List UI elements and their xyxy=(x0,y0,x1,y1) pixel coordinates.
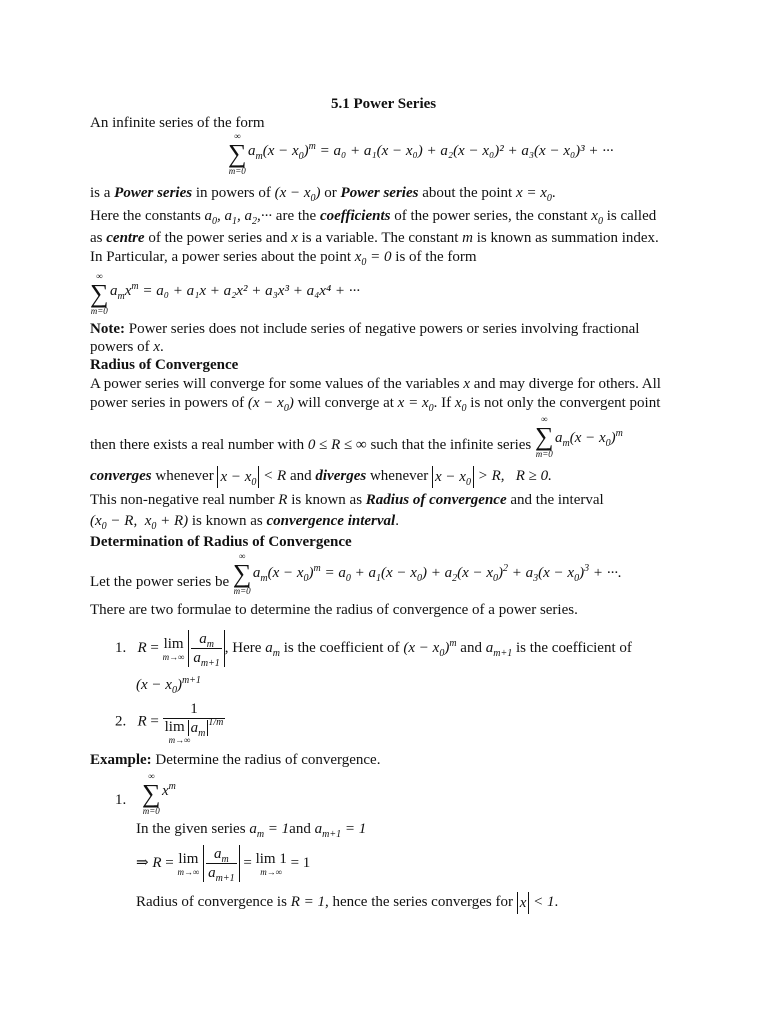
determination-heading: Determination of Radius of Convergence xyxy=(90,534,352,550)
radius-definition-line: This non-negative real number R is known as Radius of convergence and the interval xyxy=(90,492,604,508)
document-page: 5.1 Power Series An infinite series of the form ∞ ∑ m=0 $a_m(x - x_0)^m = a_0 + a_1(x - x_0) + a_2(x - x_0)^2 + a_3(x - x_0)^3$ + ··· is a Power series in powers of $(x - x_0)$ or Power series about the point $x = x_0$. Here the constants $a_0$, $a_1$, $a_2,\cdot\cdot\cdot$ are the coefficients of the power series, the constant $x_0$ is called as centre of the power series and x is a variable. The constant m is known as summation index. In Particular, a power series about the point $x_0 = 0$ is of the form ∞ ∑ m=0 $a_mx^m = a_0 + a_1x + a_2x^2 + a_3x^3 + a_4x^4$ + ··· Note: Power series does not include series of negative powers or series involving fractional powers of x. Radius of Convergence A power series will converge for some values of the variables x and may diverge for others. All power series in powers of $(x - x_0)$ will converge at $x = x_0$. If $x_0$ is not only the convergent point then there exists a real number with 0 ≤ R ≤ ∞ such that the infinite series ∞ ∑ m=0 $a_m(x - x_0)^m$ converges whenever $x - x_0 < R$ and diverges whenever $x - x_0 > R$, R ≥ 0. This non-negative real number R is known as Radius of convergence and the interval ($x_0 - R$, $x_0 + R$) is known as convergence interval. Determination of Radius of Convergence Let the power series be ∞ ∑ m=0 $a_m(x - x_0)^m = a_0 + a_1(x - x_0) + a_2(x - x_0)^2 + a_3(x - x_0)^3$ + ···. There are two formulae to determine the radius of convergence of a power series. 1. R = lim m→∞ $\frac{a_m}{a_{m+1}}$ , Here $a_m$ is the coefficient of $(x - x_0)^m$ and $a_{m+1}$ is the coefficient of $(x - x_0)^{m+1}$ 2. R = 1 $\lim a_m^{1/m}$ m→∞ Example: Determine the radius of convergence. 1. ∞ ∑ m=0 $x^m$ In the given series $a_m = 1and$ $a_{m+1} = 1$ ⇒ R = lim m→∞ $\frac{a_m}{a_{m+1}}$ = lim 1 m→∞ = 1 Radius of convergence is R = 1, hence the series converges for x < 1. xyxy=(0,0,768,1024)
radius-paragraph-line-2: power series in powers of $(x - x_0)$ will converge at $x = x_0$. If $x_0$ is not only the convergent point xyxy=(90,395,661,414)
note-text: Note: Power series does not include series of negative powers or series involving fractional xyxy=(90,321,640,337)
formula-1: 1. R = lim m→∞ $\frac{a_m}{a_{m+1}}$ , Here $a_m$ is the coefficient of $(x - x_0)^m$ and $a_{m+1}$ is the coefficient of xyxy=(115,631,632,669)
radius-paragraph-line-1: A power series will converge for some values of the variables x and may diverge for others. All xyxy=(90,376,661,392)
particular-case-text: In Particular, a power series about the point $x_0 = 0$ is of the form xyxy=(90,249,477,268)
coefficients-line-2: as centre of the power series and x is a variable. The constant m is known as summation index. xyxy=(90,230,659,246)
example-1-computation: ⇒ R = lim m→∞ $\frac{a_m}{a_{m+1}}$ = lim 1 m→∞ = 1 xyxy=(136,846,311,884)
formula-1-continuation: $(x - x_0)^{m+1}$ xyxy=(136,675,201,696)
let-power-series-line: Let the power series be ∞ ∑ m=0 $a_m(x - x_0)^m = a_0 + a_1(x - x_0) + a_2(x - x_0)^2 + a_3(x - x_0)^3$ + ···. xyxy=(90,551,622,596)
radius-heading: Radius of Convergence xyxy=(90,357,239,373)
example-1-result: Radius of convergence is R = 1, hence the series converges for x < 1. xyxy=(136,891,558,914)
power-series-definition: is a Power series in powers of $(x - x_0)$ or Power series about the point $x = x_0$. xyxy=(90,185,556,204)
converges-diverges-line: converges whenever $x - x_0 < R$ and diverges whenever $x - x_0 > R$, R ≥ 0. xyxy=(90,465,552,488)
section-title: 5.1 Power Series xyxy=(331,96,437,112)
formula-2: 2. R = 1 $\lim a_m^{1/m}$ m→∞ xyxy=(115,701,224,745)
example-1-given: In the given series $a_m = 1and$ $a_{m+1} = 1$ xyxy=(136,821,367,840)
example-line: Example: Determine the radius of convergence. xyxy=(90,752,381,768)
example-1-series: 1. ∞ ∑ m=0 $x^m$ xyxy=(115,771,176,816)
two-formulae-text: There are two formulae to determine the radius of convergence of a power series. xyxy=(90,602,578,618)
intro-text: An infinite series of the form xyxy=(90,115,265,131)
radius-paragraph-line-3: then there exists a real number with 0 ≤ R ≤ ∞ such that the infinite series ∞ ∑ m=0 $a_m(x - x_0)^m$ xyxy=(90,414,623,459)
note-text-line-2: powers of x. xyxy=(90,339,164,355)
convergence-interval-line: ($x_0 - R$, $x_0 + R$) is known as convergence interval. xyxy=(90,513,399,532)
coefficients-line-1: Here the constants $a_0$, $a_1$, $a_2,\cdot\cdot\cdot$ are the coefficients of the power series, the constant $x_0$ is called xyxy=(90,208,657,227)
